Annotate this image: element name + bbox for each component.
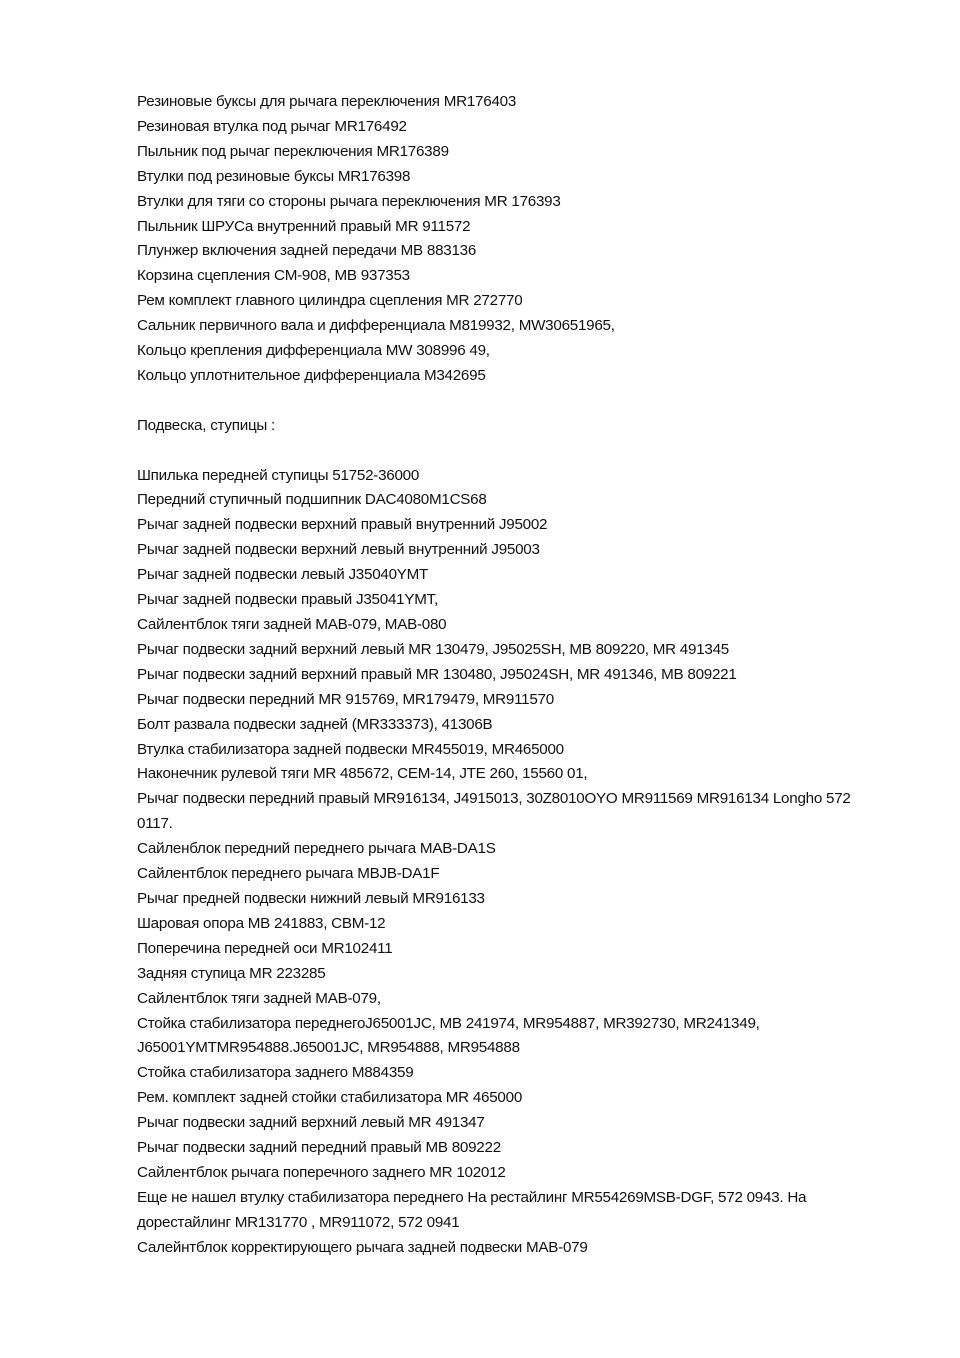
list-item: Сайлентблок рычага поперечного заднего MR 102012 [137, 1163, 506, 1181]
list-item: Рем. комплект задней стойки стабилизатора MR 465000 [137, 1089, 523, 1107]
list-item: Кольцо крепления дифференциала MW 308996 49, [137, 342, 490, 360]
list-item: Рычаг подвески задний верхний правый MR 130480, J95024SH, MR 491346, MB 809221 [137, 665, 737, 683]
list-item: Передний ступичный подшипник DAC4080M1CS68 [137, 491, 487, 509]
list-item: Поперечина передней оси MR102411 [137, 939, 393, 957]
list-item: Корзина сцепления CM-908, MB 937353 [137, 267, 410, 285]
list-item: Шпилька передней ступицы 51752-36000 [137, 466, 420, 484]
list-item: Сайлентблок тяги задней MAB-079, [137, 989, 381, 1007]
list-item: Наконечник рулевой тяги MR 485672, CEM-14, JTE 260, 15560 01, [137, 765, 588, 783]
list-item: Рычаг подвески задний верхний левый MR 491347 [137, 1114, 485, 1132]
list-item: Резиновые буксы для рычага переключения MR176403 [137, 93, 517, 110]
list-item: Стойка стабилизатора заднего M884359 [137, 1064, 414, 1082]
list-item: Сайленблок передний переднего рычага MAB-DA1S [137, 840, 496, 858]
document-page [137, 90, 887, 1261]
list-item: Болт развала подвески задней (MR333373), 41306B [137, 715, 493, 733]
list-item: Резиновая втулка под рычаг MR176492 [137, 117, 407, 135]
list-item: Рычаг подвески передний MR 915769, MR179479, MR911570 [137, 690, 554, 708]
list-item: Стойка стабилизатора переднегоJ65001JC, MB 241974, MR954887, MR392730, MR241349, J65001YMTMR954888.J65001JC, MR954888, MR954888 [137, 1014, 760, 1057]
blank-line [137, 439, 887, 464]
list-item: Салейнтблок корректирующего рычага задней подвески MAB-079 [137, 1238, 588, 1256]
list-item: Пыльник под рычаг переключения MR176389 [137, 142, 449, 160]
list-item: Сайлентблок переднего рычага MBJB-DA1F [137, 865, 440, 883]
list-item: Рычаг задней подвески левый J35040YMT [137, 566, 429, 584]
list-item: Втулка стабилизатора задней подвески MR455019, MR465000 [137, 740, 564, 758]
list-item: Рычаг подвески передний правый MR916134, J4915013, 30Z8010OYO MR911569 MR916134 Longho 572 0117. [137, 790, 851, 833]
list-item: Кольцо уплотнительное дифференциала M342695 [137, 366, 486, 384]
list-item: Втулки для тяги со стороны рычага переключения MR 176393 [137, 192, 561, 210]
list-item: Рычаг подвески задний верхний левый MR 130479, J95025SH, MB 809220, MR 491345 [137, 640, 729, 658]
list-item: Еще не нашел втулку стабилизатора переднего На рестайлинг MR554269MSB-DGF, 572 0943. На дорестайлинг MR131770 , MR911072, 572 0941 [137, 1188, 807, 1231]
list-item: Плунжер включения задней передачи MB 883136 [137, 242, 477, 260]
list-item: Задняя ступица MR 223285 [137, 964, 326, 982]
list-item: Рычаг задней подвески правый J35041YMT, [137, 591, 438, 609]
list-item: Рычаг задней подвески верхний правый внутренний J95002 [137, 516, 548, 534]
list-item: Рычаг задней подвески верхний левый внутренний J95003 [137, 541, 540, 559]
section-heading: Подвеска, ступицы : [137, 416, 276, 434]
list-item: Рычаг предней подвески нижний левый MR916133 [137, 889, 485, 907]
suspension-list [137, 464, 887, 1261]
blank-line [137, 389, 887, 414]
list-item: Сайлентблок тяги задней MAB-079, MAB-080 [137, 616, 447, 633]
transmission-list [137, 90, 887, 389]
list-item: Пыльник ШРУСа внутренний правый MR 911572 [137, 217, 471, 235]
list-item: Рычаг подвески задний передний правый MB 809222 [137, 1139, 501, 1157]
list-item: Сальник первичного вала и дифференциала M819932, MW30651965, [137, 317, 615, 335]
list-item: Шаровая опора MB 241883, CBM-12 [137, 914, 386, 932]
list-item: Рем комплект главного цилиндра сцепления MR 272770 [137, 292, 523, 310]
list-item: Втулки под резиновые буксы MR176398 [137, 167, 411, 185]
